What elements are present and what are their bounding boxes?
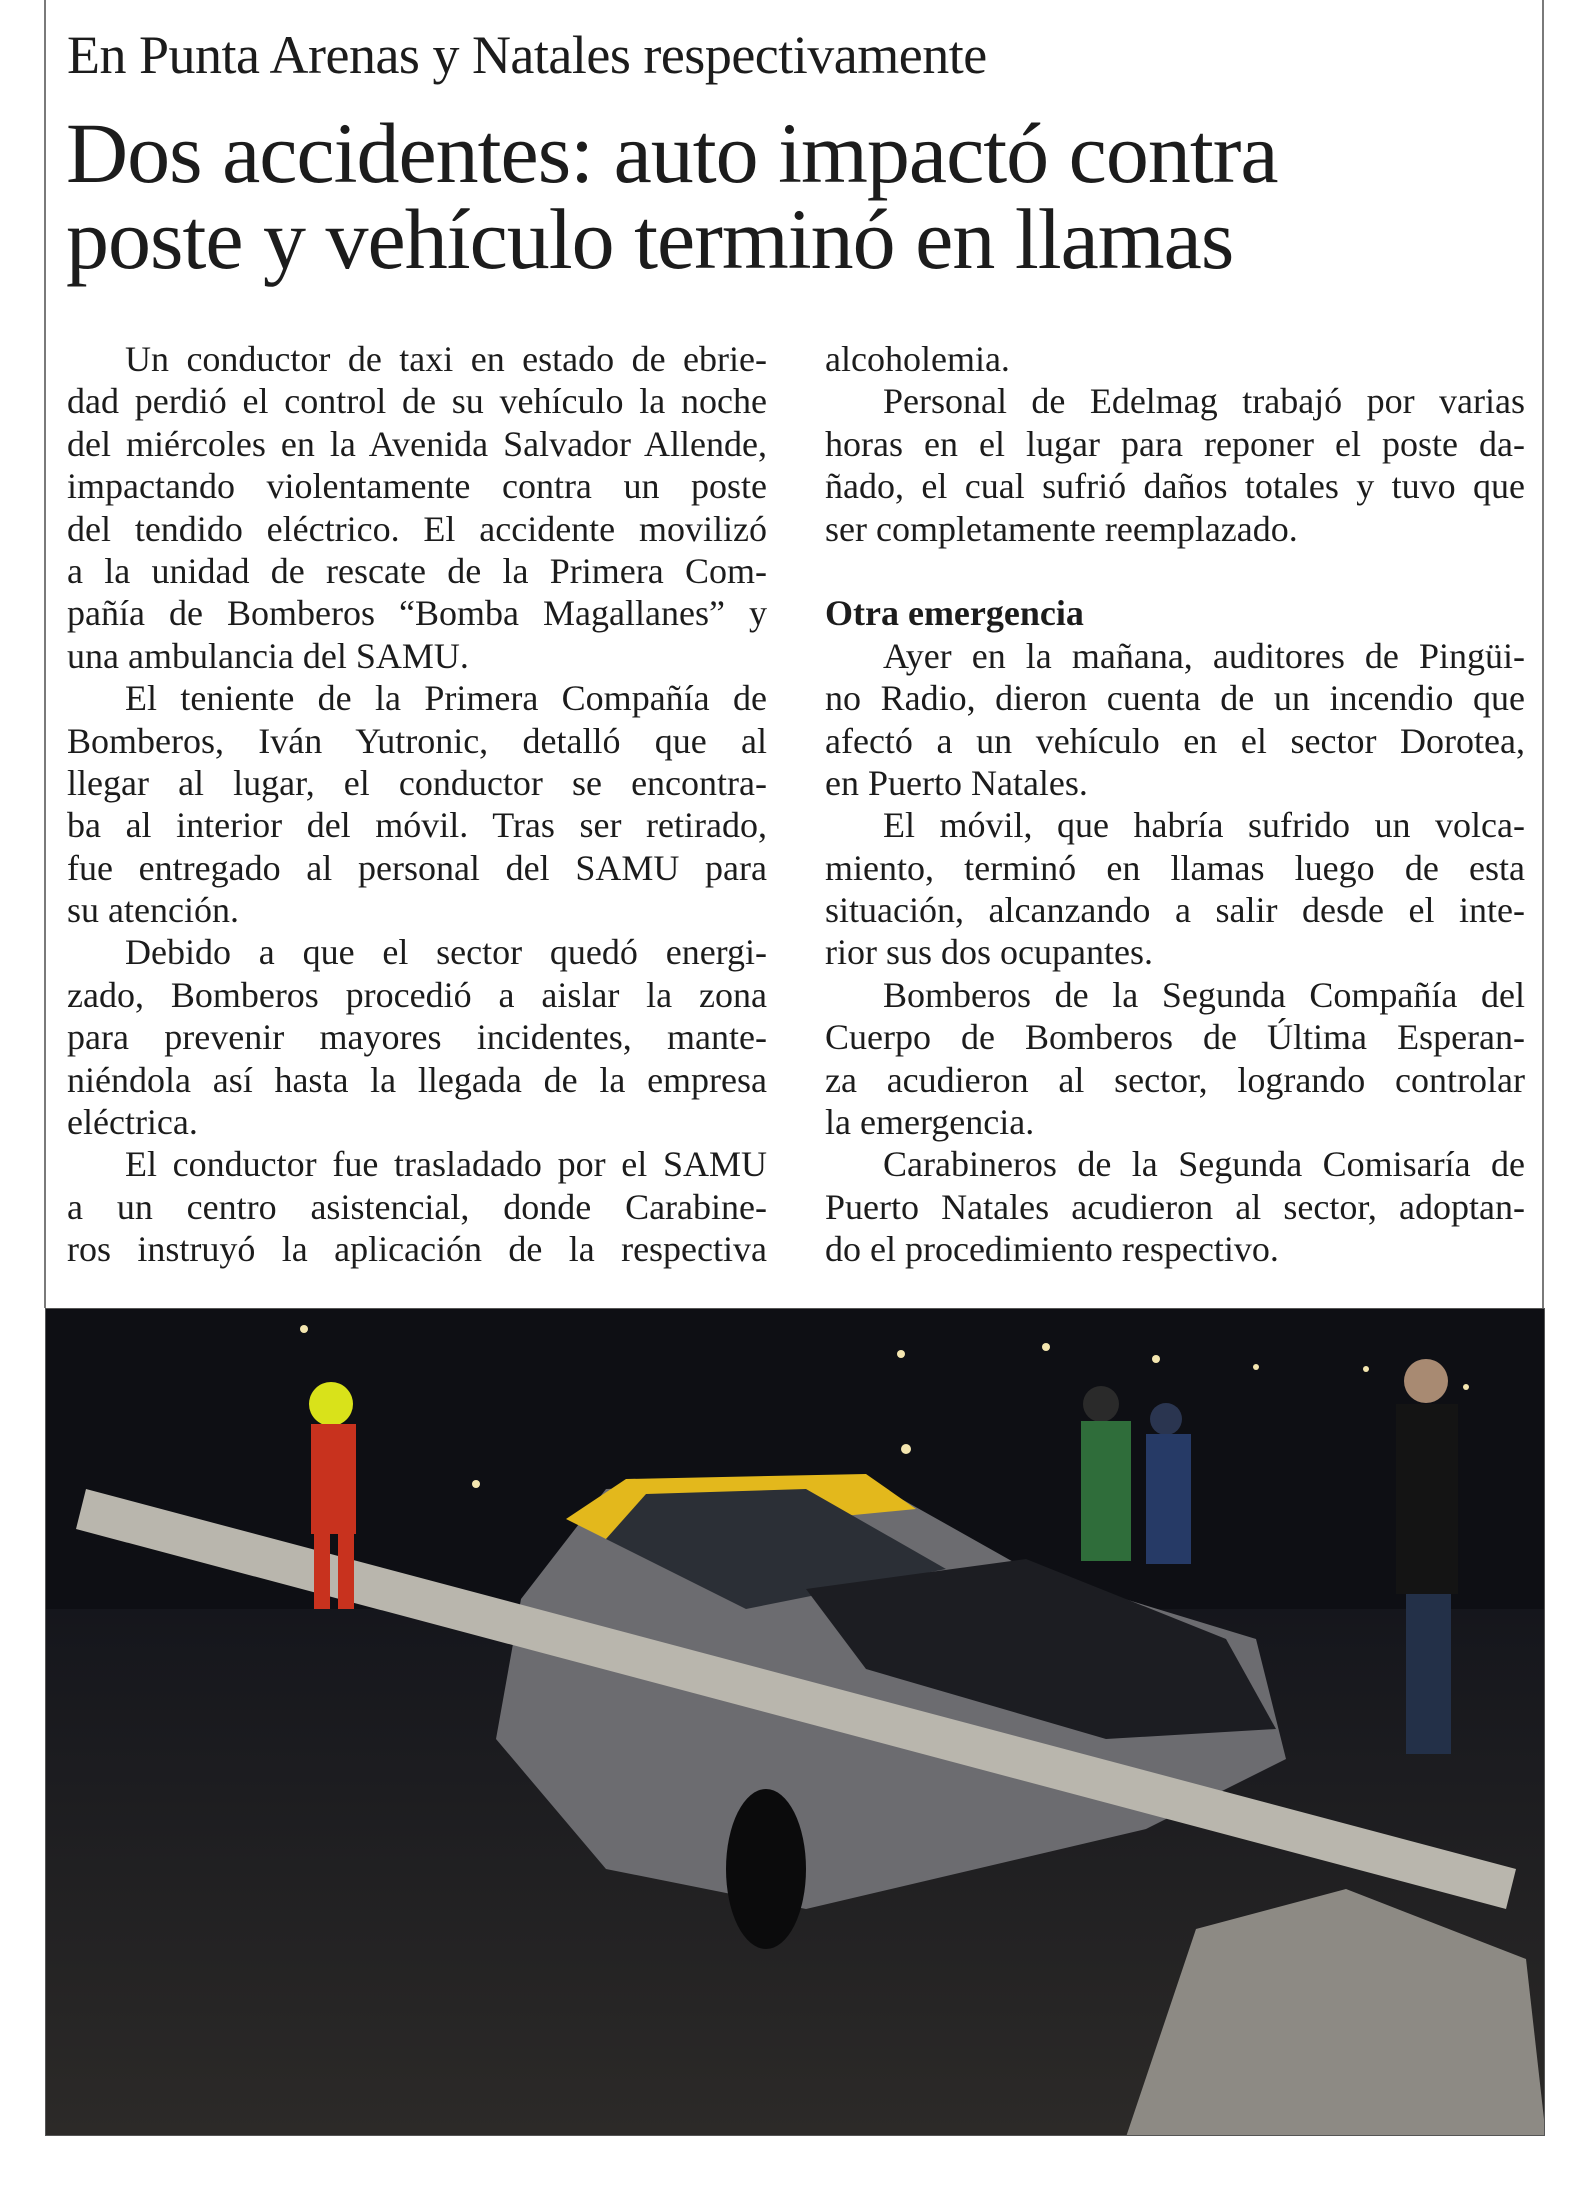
body-text-line: fue entregado al personal del SAMU para	[67, 847, 767, 888]
body-text-line: El móvil, que habría sufrido un volca-	[883, 805, 1525, 846]
article-kicker: En Punta Arenas y Natales respectivamente	[67, 25, 987, 85]
body-text-line: eléctrica.	[67, 1102, 198, 1143]
body-text-line: a un centro asistencial, donde Carabine-	[67, 1186, 767, 1227]
body-text-line: del miércoles en la Avenida Salvador Allende,	[67, 423, 767, 464]
body-text-line: do el procedimiento respectivo.	[825, 1229, 1279, 1270]
body-text-line	[825, 550, 1525, 592]
body-text-line: horas en el lugar para reponer el poste da-	[825, 423, 1525, 464]
accident-photo	[45, 1308, 1545, 2136]
body-text-line: Personal de Edelmag trabajó por varias	[883, 381, 1525, 422]
body-text-line: rior sus dos ocupantes.	[825, 932, 1153, 973]
article-headline	[66, 105, 1278, 287]
body-text-line: llegar al lugar, el conductor se encontra-	[67, 762, 767, 803]
body-text-line: una ambulancia del SAMU.	[67, 635, 469, 676]
body-text-line: Carabineros de la Segunda Comisaría de	[883, 1144, 1525, 1185]
car-wheel	[726, 1789, 806, 1949]
body-text-line: a la unidad de rescate de la Primera Com-	[67, 550, 767, 591]
section-subheading: Otra emergencia	[825, 593, 1084, 634]
body-text-line: ba al interior del móvil. Tras ser retirado,	[67, 805, 767, 846]
body-text-line: za acudieron al sector, logrando controlar	[825, 1059, 1525, 1100]
body-text-line: para prevenir mayores incidentes, mante-	[67, 1017, 767, 1058]
body-text-line: Bomberos, Iván Yutronic, detalló que al	[67, 720, 767, 761]
body-text-line: Debido a que el sector quedó energi-	[125, 932, 767, 973]
body-text-line: ser completamente reemplazado.	[825, 508, 1298, 549]
body-column-2	[825, 338, 1525, 1271]
body-text-line: Un conductor de taxi en estado de ebrie-	[125, 339, 767, 379]
body-column-1	[67, 338, 767, 1271]
body-text-line: niéndola así hasta la llegada de la empresa	[67, 1059, 767, 1100]
body-text-line: del tendido eléctrico. El accidente movilizó	[67, 508, 767, 549]
body-text-line: impactando violentamente contra un poste	[67, 466, 767, 507]
body-text-line: Bomberos de la Segunda Compañía del	[883, 974, 1525, 1015]
body-text-line: la emergencia.	[825, 1102, 1035, 1143]
body-text-line: zado, Bomberos procedió a aislar la zona	[67, 974, 767, 1015]
body-text-line: situación, alcanzando a salir desde el inte-	[825, 890, 1525, 931]
body-text-line: afectó a un vehículo en el sector Dorotea,	[825, 720, 1525, 761]
body-text-line: Puerto Natales acudieron al sector, adoptan-	[825, 1186, 1525, 1227]
accident-photo-illustration	[46, 1309, 1545, 2136]
body-text-line: El conductor fue trasladado por el SAMU	[125, 1144, 767, 1185]
headline-line: poste y vehículo terminó en llamas	[66, 191, 1234, 287]
body-text-line: no Radio, dieron cuenta de un incendio que	[825, 678, 1525, 719]
body-text-line: dad perdió el control de su vehículo la noche	[67, 381, 767, 422]
body-text-line: El teniente de la Primera Compañía de	[125, 678, 767, 719]
headline-line: Dos accidentes: auto impactó contra	[66, 105, 1278, 201]
body-text-line: Cuerpo de Bomberos de Última Esperan-	[825, 1017, 1525, 1058]
body-text-line: Ayer en la mañana, auditores de Pingüi-	[883, 635, 1525, 676]
body-text-line: pañía de Bomberos “Bomba Magallanes” y	[67, 593, 767, 634]
body-text-line: miento, terminó en llamas luego de esta	[825, 847, 1525, 888]
body-text-line: alcoholemia.	[825, 339, 1010, 379]
body-text-line: su atención.	[67, 890, 239, 931]
body-text-line: en Puerto Natales.	[825, 762, 1088, 803]
body-text-line: ñado, el cual sufrió daños totales y tuvo que	[825, 466, 1525, 507]
body-text-line: ros instruyó la aplicación de la respectiva	[67, 1229, 767, 1270]
